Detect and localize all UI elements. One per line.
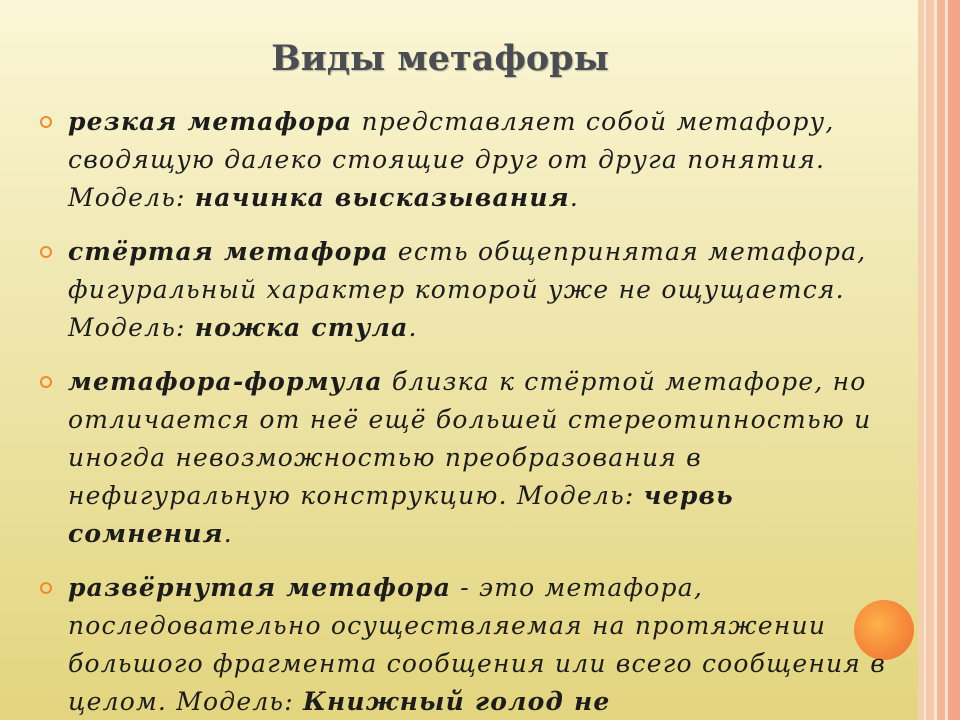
bullet-list	[40, 103, 895, 720]
description: - это метафора, последовательно осуществляемая на протяжении большого фрагмента сообщения или всего сообщения в целом. Модель:	[68, 573, 886, 716]
model-example: Книжный голод не	[303, 687, 611, 716]
list-item	[40, 363, 895, 553]
decorative-stripes	[918, 0, 960, 720]
bullet-icon	[40, 246, 52, 258]
bullet-icon	[40, 376, 52, 388]
term: стёртая метафора	[68, 237, 389, 266]
slide-title: Виды метафоры	[271, 38, 609, 79]
term: метафора-формула	[68, 367, 383, 396]
period: .	[569, 183, 579, 212]
bullet-icon	[40, 116, 52, 128]
description: есть общепринятая метафора, фигуральный характер которой уже не ощущается. Модель:	[68, 237, 867, 342]
list-item	[40, 569, 895, 720]
description: близка к стёртой метафоре, но отличается от неё ещё большей стереотипностью и иногда невозможностью преобразования в нефигуральную конструкцию. Модель:	[68, 367, 872, 510]
term: развёрнутая метафора	[68, 573, 452, 602]
period: .	[408, 313, 418, 342]
term: резкая метафора	[68, 107, 353, 136]
model-example: ножка стула	[194, 313, 409, 342]
list-item	[40, 233, 895, 347]
description: представляет собой метафору, сводящую далеко стоящие друг от друга понятия. Модель:	[68, 107, 835, 212]
bullet-icon	[40, 582, 52, 594]
model-example: червь сомнения	[68, 481, 734, 548]
model-example: начинка высказывания	[194, 183, 570, 212]
list-item	[40, 103, 895, 217]
period: .	[223, 519, 233, 548]
